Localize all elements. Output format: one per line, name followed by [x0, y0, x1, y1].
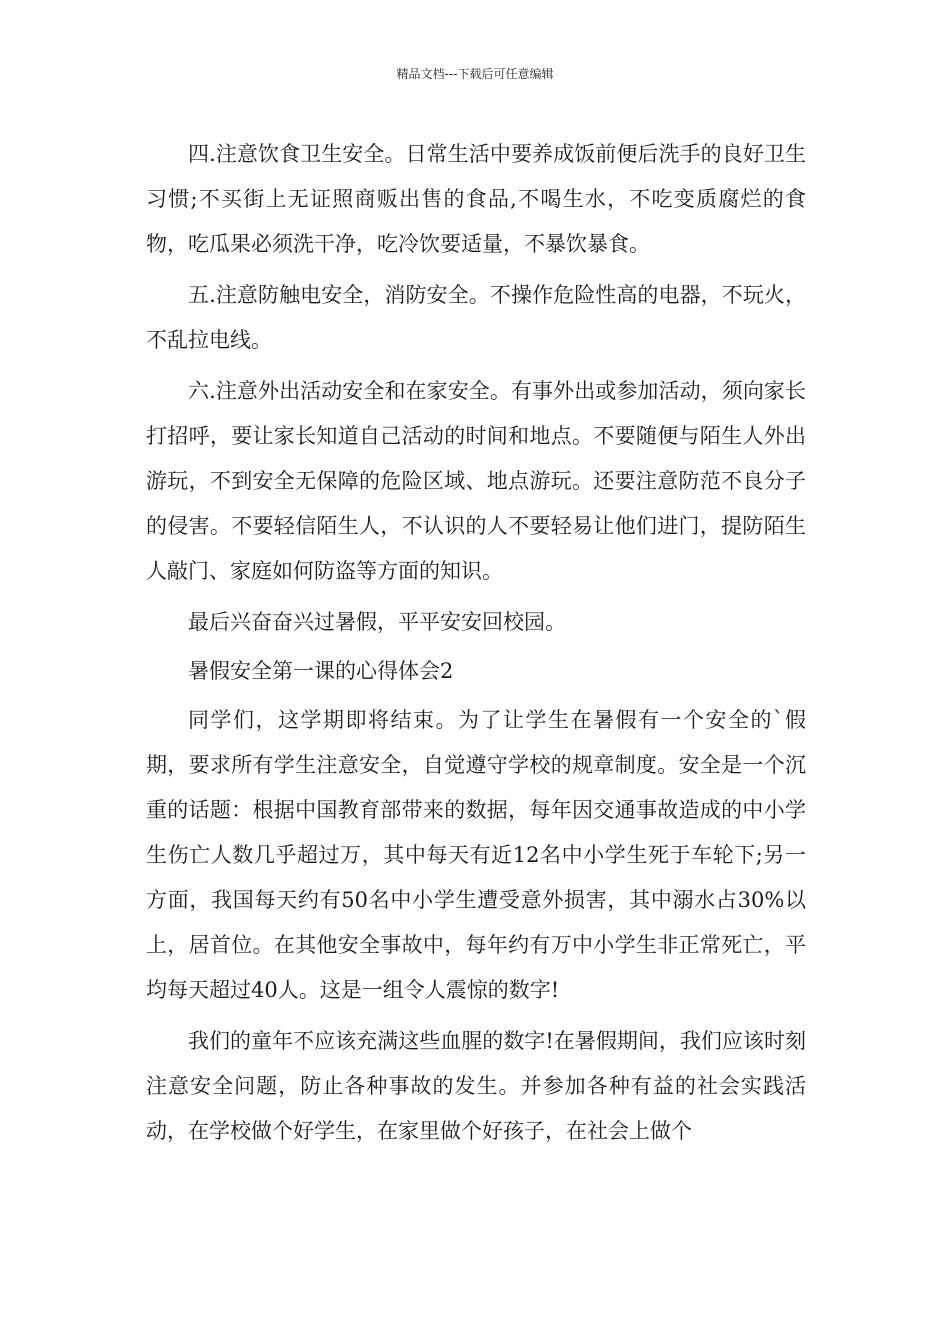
- paragraph-statistics: 同学们，这学期即将结束。为了让学生在暑假有一个安全的`假期，要求所有学生注意安全，自觉遵守学校的规章制度。安全是一个沉重的话题：根据中国教育部带来的数据，每年因交通事故造成的中小学生伤亡人数几乎超过万，其中每天有近12名中小学生死于车轮下;另一方面，我国每天约有50名中小学生遭受意外损害，其中溺水占30%以上，居首位。在其他安全事故中，每年约有万中小学生非正常死亡，平均每天超过40人。这是一组令人震惊的数字!: [146, 708, 806, 1002]
- paragraph-food-safety: 四.注意饮食卫生安全。日常生活中要养成饭前便后洗手的良好卫生习惯;不买街上无证照商贩出售的食品,不喝生水，不吃变质腐烂的食物，吃瓜果必须洗干净，吃冷饮要适量，不暴饮暴食。: [146, 142, 806, 256]
- document-body: [146, 132, 806, 1160]
- paragraph-childhood: 我们的童年不应该充满这些血腥的数字!在暑假期间，我们应该时刻注意安全问题，防止各种事故的发生。并参加各种有益的社会实践活动，在学校做个好学生，在家里做个好孩子，在社会上做个: [146, 1029, 806, 1143]
- paragraph-electric-fire-safety: 五.注意防触电安全，消防安全。不操作危险性高的电器，不玩火，不乱拉电线。: [146, 283, 806, 352]
- paragraph-closing: 最后兴奋奋兴过暑假，平平安安回校园。: [188, 610, 566, 634]
- paragraph-outdoor-home-safety: 六.注意外出活动安全和在家安全。有事外出或参加活动，须向家长打招呼，要让家长知道自己活动的时间和地点。不要随便与陌生人外出游玩，不到安全无保障的危险区域、地点游玩。还要注意防范不良分子的侵害。不要轻信陌生人，不认识的人不要轻易让他们进门，提防陌生人敲门、家庭如何防盗等方面的知识。: [146, 379, 806, 583]
- section-heading: 暑假安全第一课的心得体会2: [188, 659, 454, 683]
- page-header: 精品文档---下载后可任意编辑: [396, 67, 554, 81]
